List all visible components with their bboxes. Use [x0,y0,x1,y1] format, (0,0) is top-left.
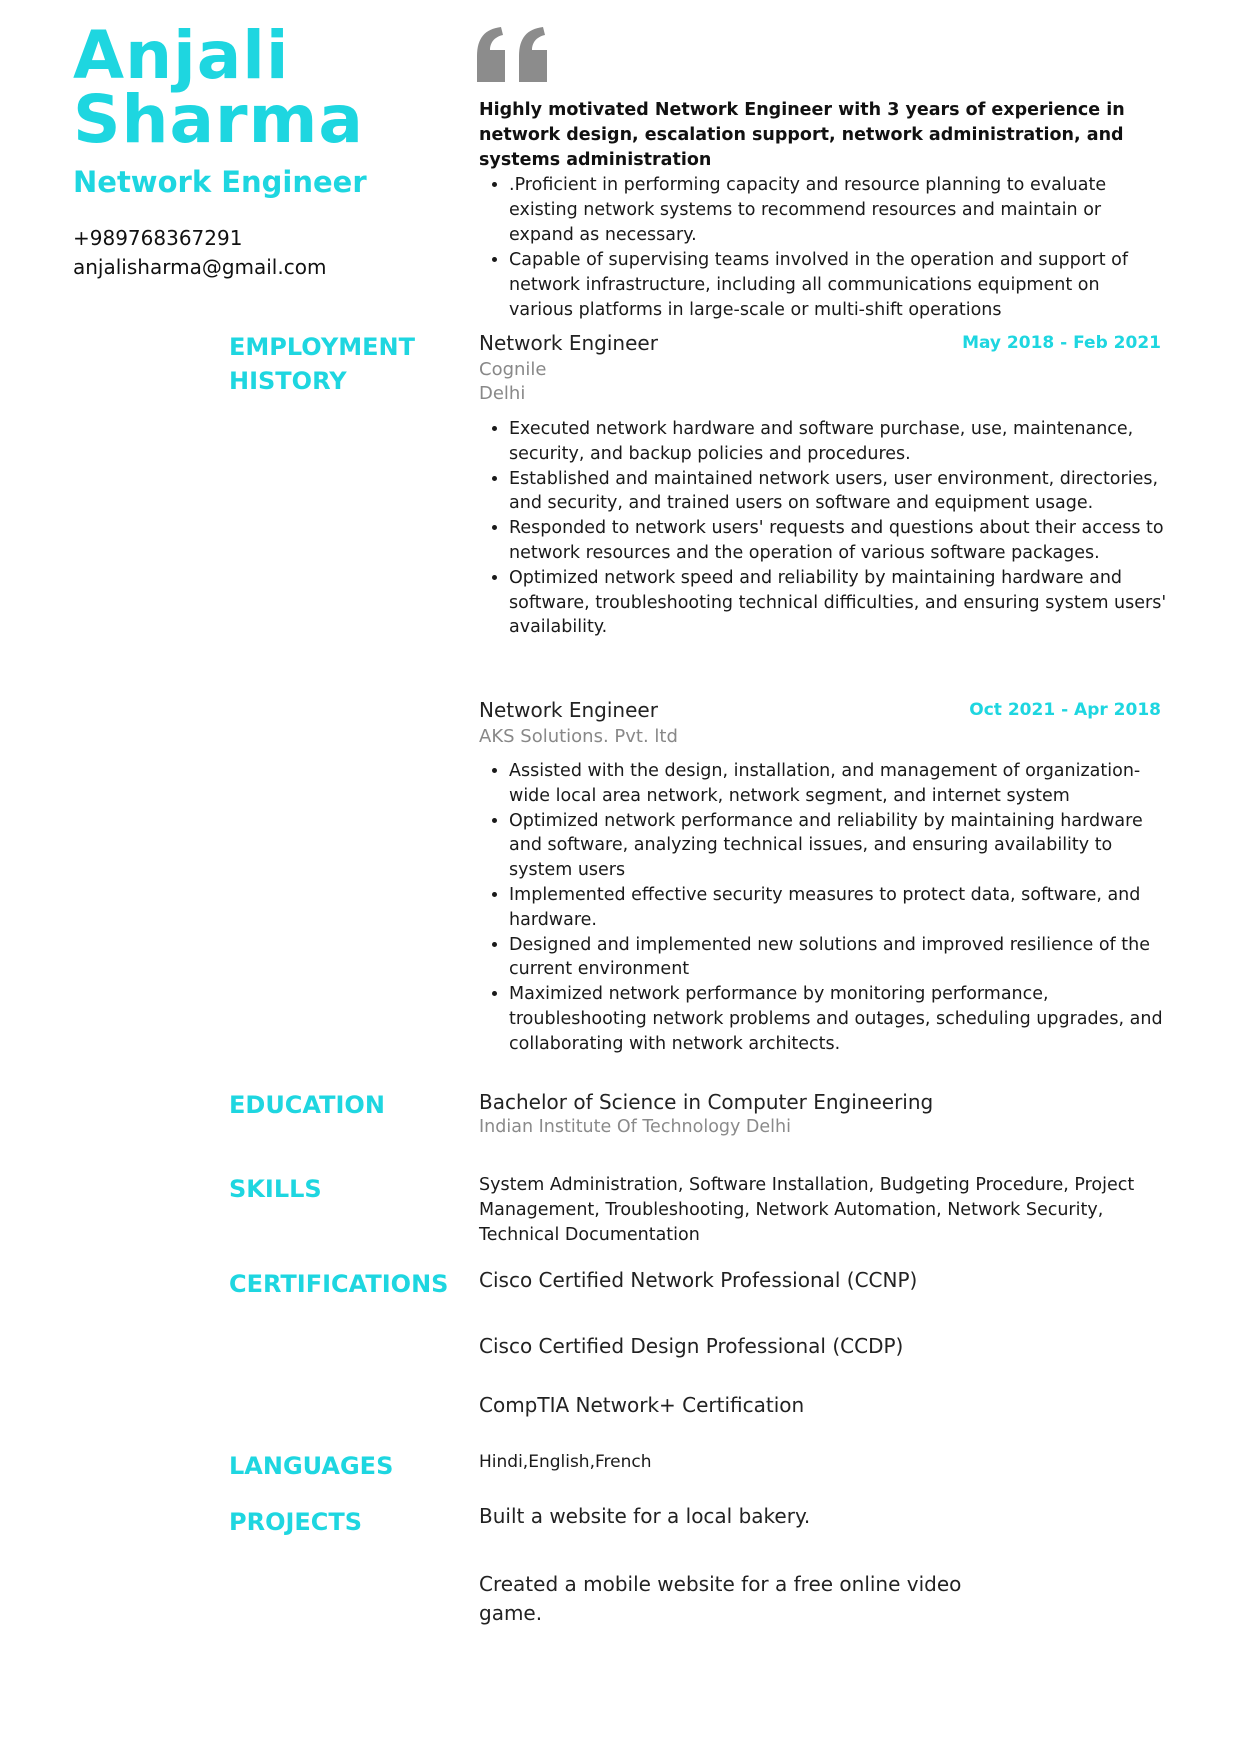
job-dates: May 2018 - Feb 2021 [962,333,1161,353]
job-bullet: • Assisted with the design, installation, and management of organization-wide local area network, network segment, and internet system [509,759,1169,809]
job-company: AKS Solutions. Pvt. ltd [479,726,678,747]
job-bullet: • Designed and implemented new solutions and improved resilience of the current environment [509,933,1169,983]
job-bullet: • Implemented effective security measures to protect data, software, and hardware. [509,883,1169,933]
section-skills: SKILLS [229,1175,322,1203]
job-bullet: • Executed network hardware and software purchase, use, maintenance, security, and backup policies and procedures. [509,417,1169,467]
project-item: Built a website for a local bakery. [479,1504,811,1528]
job-bullet: • Optimized network performance and reliability by maintaining hardware and software, analyzing technical issues, and ensuring availability to system users [509,809,1169,883]
job-title: Network Engineer [479,331,658,355]
email-address: anjalisharma@gmail.com [73,255,327,279]
skills-list: System Administration, Software Installation, Budgeting Procedure, Project Management, Troubleshooting, Network Automation, Network Security, Technical Documentation [479,1175,1135,1245]
section-education: EDUCATION [229,1091,385,1119]
job-bullet: • Responded to network users' requests and questions about their access to network resources and the operation of various software packages. [509,516,1169,566]
section-languages: LANGUAGES [229,1452,394,1480]
job-role: Network Engineer [73,165,367,199]
section-projects: PROJECTS [229,1508,363,1536]
certification-item: Cisco Certified Design Professional (CCDP) [479,1334,904,1358]
contact-info [73,224,326,282]
first-name: Anjali [73,17,290,94]
job-bullet: • Established and maintained network users, user environment, directories, and security, and trained users on software and equipment usage. [509,467,1169,517]
job-location: Delhi [479,383,526,404]
job-bullet: • Optimized network speed and reliability by maintaining hardware and software, troubleshooting technical difficulties, and ensuring system users' availability. [509,566,1169,640]
education-entry [479,1090,1169,1137]
summary-intro: Highly motivated Network Engineer with 3 years of experience in network design, escalation support, network administration, and systems administration [479,100,1125,170]
summary [479,98,1164,323]
job-entry [479,698,1169,1057]
job-bullets [479,417,1169,640]
summary-point: • Capable of supervising teams involved in the operation and support of network infrastructure, including all communications equipment on various platforms in large-scale or multi-shift operations [509,248,1164,323]
certification-item: CompTIA Network+ Certification [479,1393,805,1417]
job-bullets [479,759,1169,1057]
job-bullet: • Maximized network performance by monitoring performance, troubleshooting network problems and outages, scheduling upgrades, and collaborating with network architects. [509,982,1169,1056]
languages-list: Hindi,English,French [479,1452,652,1472]
candidate-name [73,17,364,158]
job-company: Cognile [479,359,547,380]
summary-point: • .Proficient in performing capacity and resource planning to evaluate existing network systems to recommend resources and maintain or expand as necessary. [509,173,1164,248]
section-employment-history: EMPLOYMENT HISTORY [229,333,415,395]
certification-item: Cisco Certified Network Professional (CCNP) [479,1268,918,1292]
school: Indian Institute Of Technology Delhi [479,1117,791,1137]
section-certifications: CERTIFICATIONS [229,1270,449,1298]
last-name: Sharma [73,81,364,158]
job-dates: Oct 2021 - Apr 2018 [969,700,1161,720]
project-item: Created a mobile website for a free online video game. [479,1572,962,1625]
degree: Bachelor of Science in Computer Engineering [479,1090,934,1114]
quote-icon [475,26,551,88]
job-title: Network Engineer [479,698,658,722]
job-entry [479,331,1169,640]
phone-number: +989768367291 [73,226,243,250]
summary-points [479,173,1164,323]
